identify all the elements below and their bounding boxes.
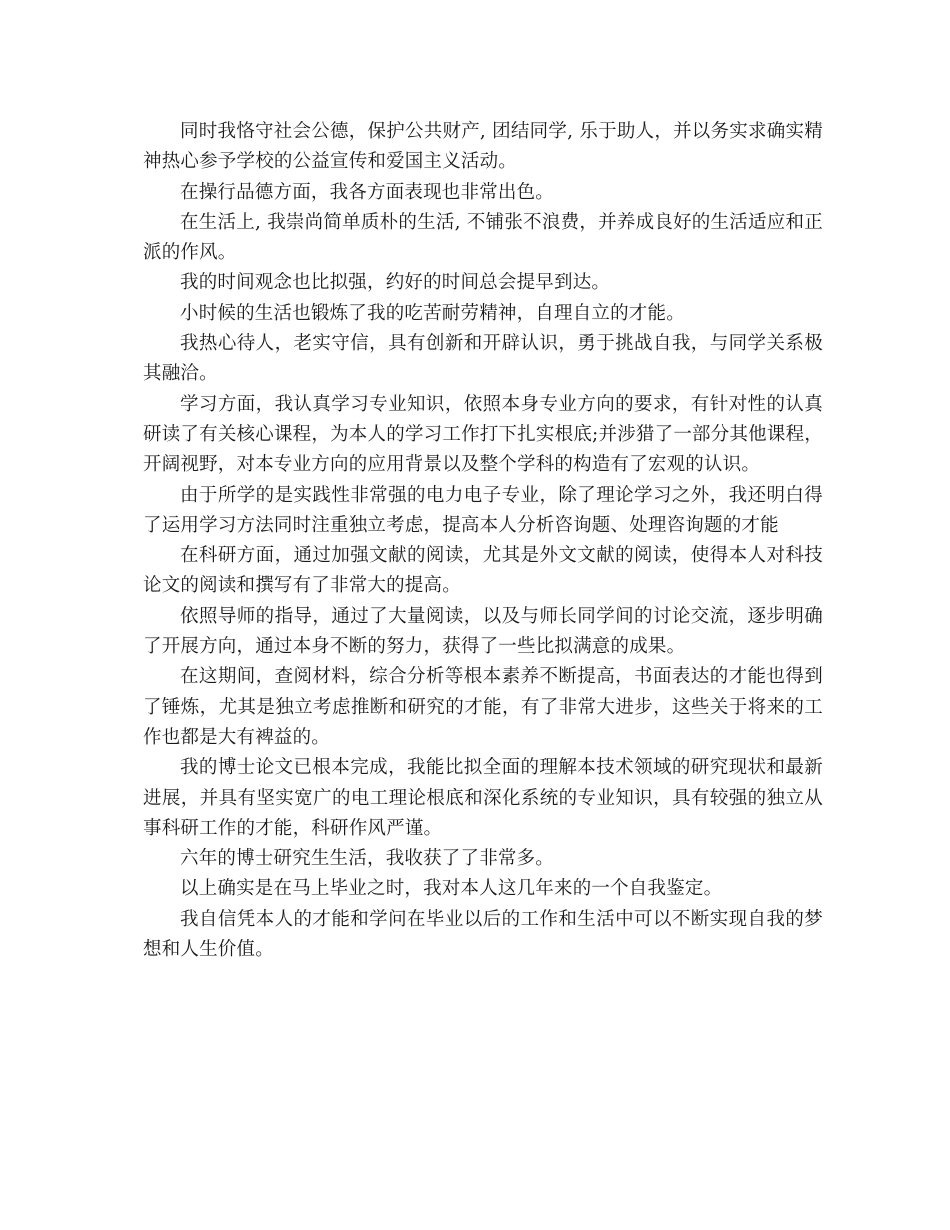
paragraph: 我热心待人，老实守信，具有创新和开辟认识，勇于挑战自我，与同学关系极其融洽。 (143, 333, 823, 385)
paragraph: 由于所学的是实践性非常强的电力电子专业，除了理论学习之外，我还明白得了运用学习方法同时注重独立考虑，提高本人分析咨询题、处理咨询题的才能 (143, 484, 823, 536)
paragraph: 小时候的生活也锻炼了我的吃苦耐劳精神，自理自立的才能。 (180, 302, 685, 324)
paragraph: 六年的博士研究生生活，我收获了了非常多。 (180, 848, 555, 870)
paragraph: 同时我恪守社会公德，保护公共财产, 团结同学, 乐于助人，并以务实求确实精神热心参予学校的公益宣传和爱国主义活动。 (143, 121, 823, 173)
paragraph: 我的时间观念也比拟强，约好的时间总会提早到达。 (180, 272, 611, 294)
paragraph: 在科研方面，通过加强文献的阅读，尤其是外文文献的阅读，使得本人对科技论文的阅读和撰写有了非常大的提高。 (143, 545, 823, 597)
paragraph: 在这期间，查阅材料，综合分析等根本素养不断提高，书面表达的才能也得到了锤炼，尤其是独立考虑推断和研究的才能，有了非常大进步，这些关于将来的工作也都是大有裨益的。 (143, 666, 823, 748)
paragraph: 以上确实是在马上毕业之时，我对本人这几年来的一个自我鉴定。 (180, 878, 723, 900)
document-body (143, 117, 823, 965)
paragraph: 我的博士论文已根本完成，我能比拟全面的理解本技术领域的研究现状和最新进展，并具有坚实宽广的电工理论根底和深化系统的专业知识，具有较强的独立从事科研工作的才能，科研作风严谨。 (143, 757, 823, 839)
paragraph: 在操行品德方面，我各方面表现也非常出色。 (180, 181, 555, 203)
paragraph: 学习方面，我认真学习专业知识，依照本身专业方向的要求，有针对性的认真研读了有关核心课程，为本人的学习工作打下扎实根底;并涉猎了一部分其他课程，开阔视野，对本专业方向的应用背景以及整个学科的构造有了宏观的认识。 (143, 393, 823, 476)
paragraph: 我自信凭本人的才能和学问在毕业以后的工作和生活中可以不断实现自我的梦想和人生价值。 (143, 908, 823, 961)
paragraph: 在生活上, 我崇尚简单质朴的生活, 不铺张不浪费，并养成良好的生活适应和正派的作风。 (143, 211, 823, 264)
paragraph: 依照导师的指导，通过了大量阅读，以及与师长同学间的讨论交流，逐步明确了开展方向，通过本身不断的努力，获得了一些比拟满意的成果。 (143, 605, 823, 658)
